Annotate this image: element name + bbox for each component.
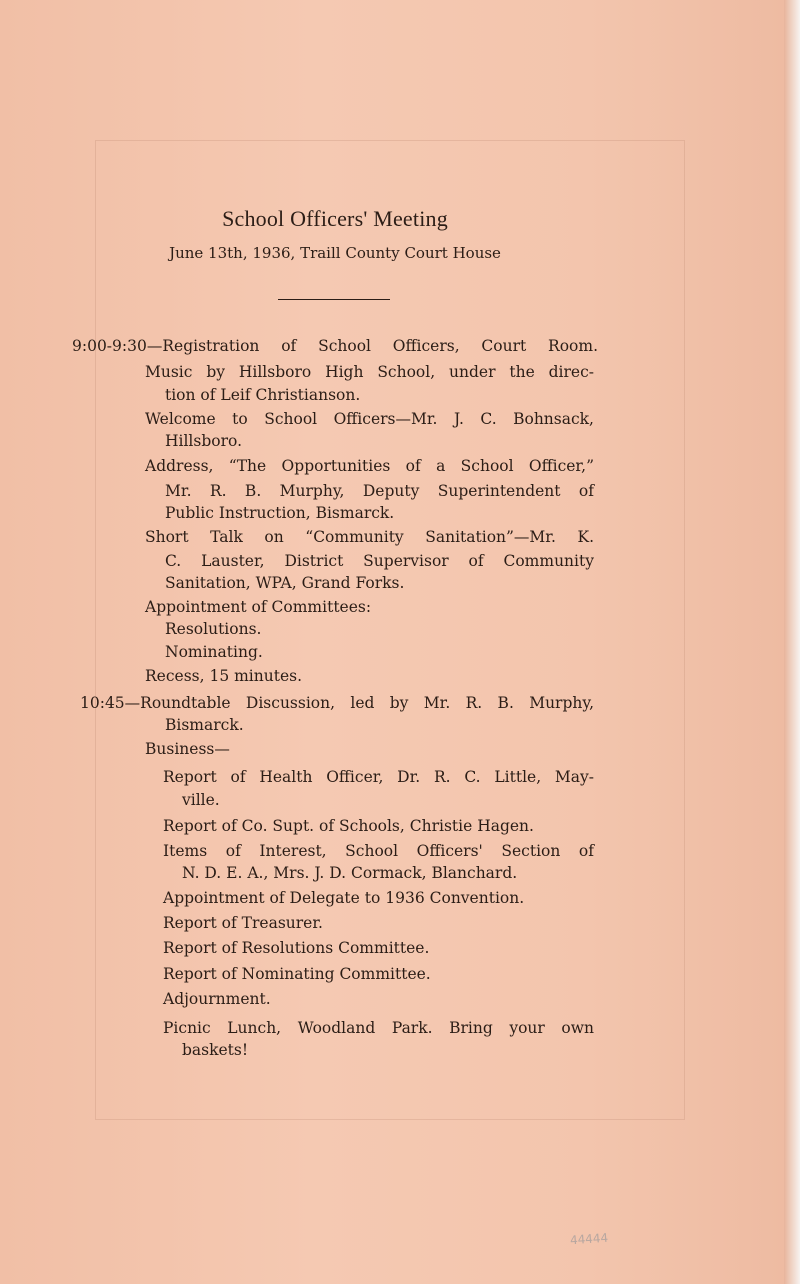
program-line: Picnic Lunch, Woodland Park. Bring your own bbox=[163, 1019, 594, 1037]
program-line: Sanitation, WPA, Grand Forks. bbox=[165, 574, 405, 592]
program-line: Hillsboro. bbox=[165, 432, 242, 450]
program-line: Recess, 15 minutes. bbox=[145, 667, 303, 685]
program-line: Short Talk on “Community Sanitation”—Mr. K. bbox=[145, 528, 594, 546]
program-line: ville. bbox=[182, 791, 220, 809]
program-line: Items of Interest, School Officers' Section of bbox=[163, 842, 594, 860]
program-line: tion of Leif Christianson. bbox=[165, 386, 361, 404]
program-line: 10:45—Roundtable Discussion, led by Mr. R. B. Murphy, bbox=[80, 694, 594, 712]
page-title: School Officers' Meeting bbox=[222, 206, 448, 231]
paper-edge bbox=[784, 0, 800, 1284]
program-line: Report of Treasurer. bbox=[163, 914, 323, 932]
program-line: Welcome to School Officers—Mr. J. C. Bohnsack, bbox=[145, 410, 594, 428]
page-subtitle: June 13th, 1936, Traill County Court House bbox=[169, 244, 501, 262]
program-line: Adjournment. bbox=[163, 990, 271, 1008]
program-line: Report of Resolutions Committee. bbox=[163, 939, 430, 957]
program-line: C. Lauster, District Supervisor of Community bbox=[165, 552, 594, 570]
program-line: Public Instruction, Bismarck. bbox=[165, 504, 395, 522]
program-line: Bismarck. bbox=[165, 716, 244, 734]
program-line: 9:00-9:30—Registration of School Officers, Court Room. bbox=[72, 337, 598, 355]
program-line: Appointment of Committees: bbox=[145, 598, 372, 616]
program-line: baskets! bbox=[182, 1041, 249, 1059]
program-line: Appointment of Delegate to 1936 Convention. bbox=[163, 889, 525, 907]
program-line: Report of Health Officer, Dr. R. C. Little, May- bbox=[163, 768, 594, 786]
pencil-note: 44444 bbox=[569, 1230, 609, 1248]
divider bbox=[278, 299, 390, 300]
program-line: Address, “The Opportunities of a School Officer,” bbox=[145, 457, 594, 475]
program-line: Report of Co. Supt. of Schools, Christie Hagen. bbox=[163, 817, 534, 835]
program-line: Resolutions. bbox=[165, 620, 262, 638]
program-line: Business— bbox=[145, 740, 230, 758]
program-line: N. D. E. A., Mrs. J. D. Cormack, Blanchard. bbox=[182, 864, 518, 882]
program-line: Report of Nominating Committee. bbox=[163, 965, 431, 983]
program-line: Music by Hillsboro High School, under the direc- bbox=[145, 363, 594, 381]
program-line: Mr. R. B. Murphy, Deputy Superintendent of bbox=[165, 482, 594, 500]
program-line: Nominating. bbox=[165, 643, 263, 661]
